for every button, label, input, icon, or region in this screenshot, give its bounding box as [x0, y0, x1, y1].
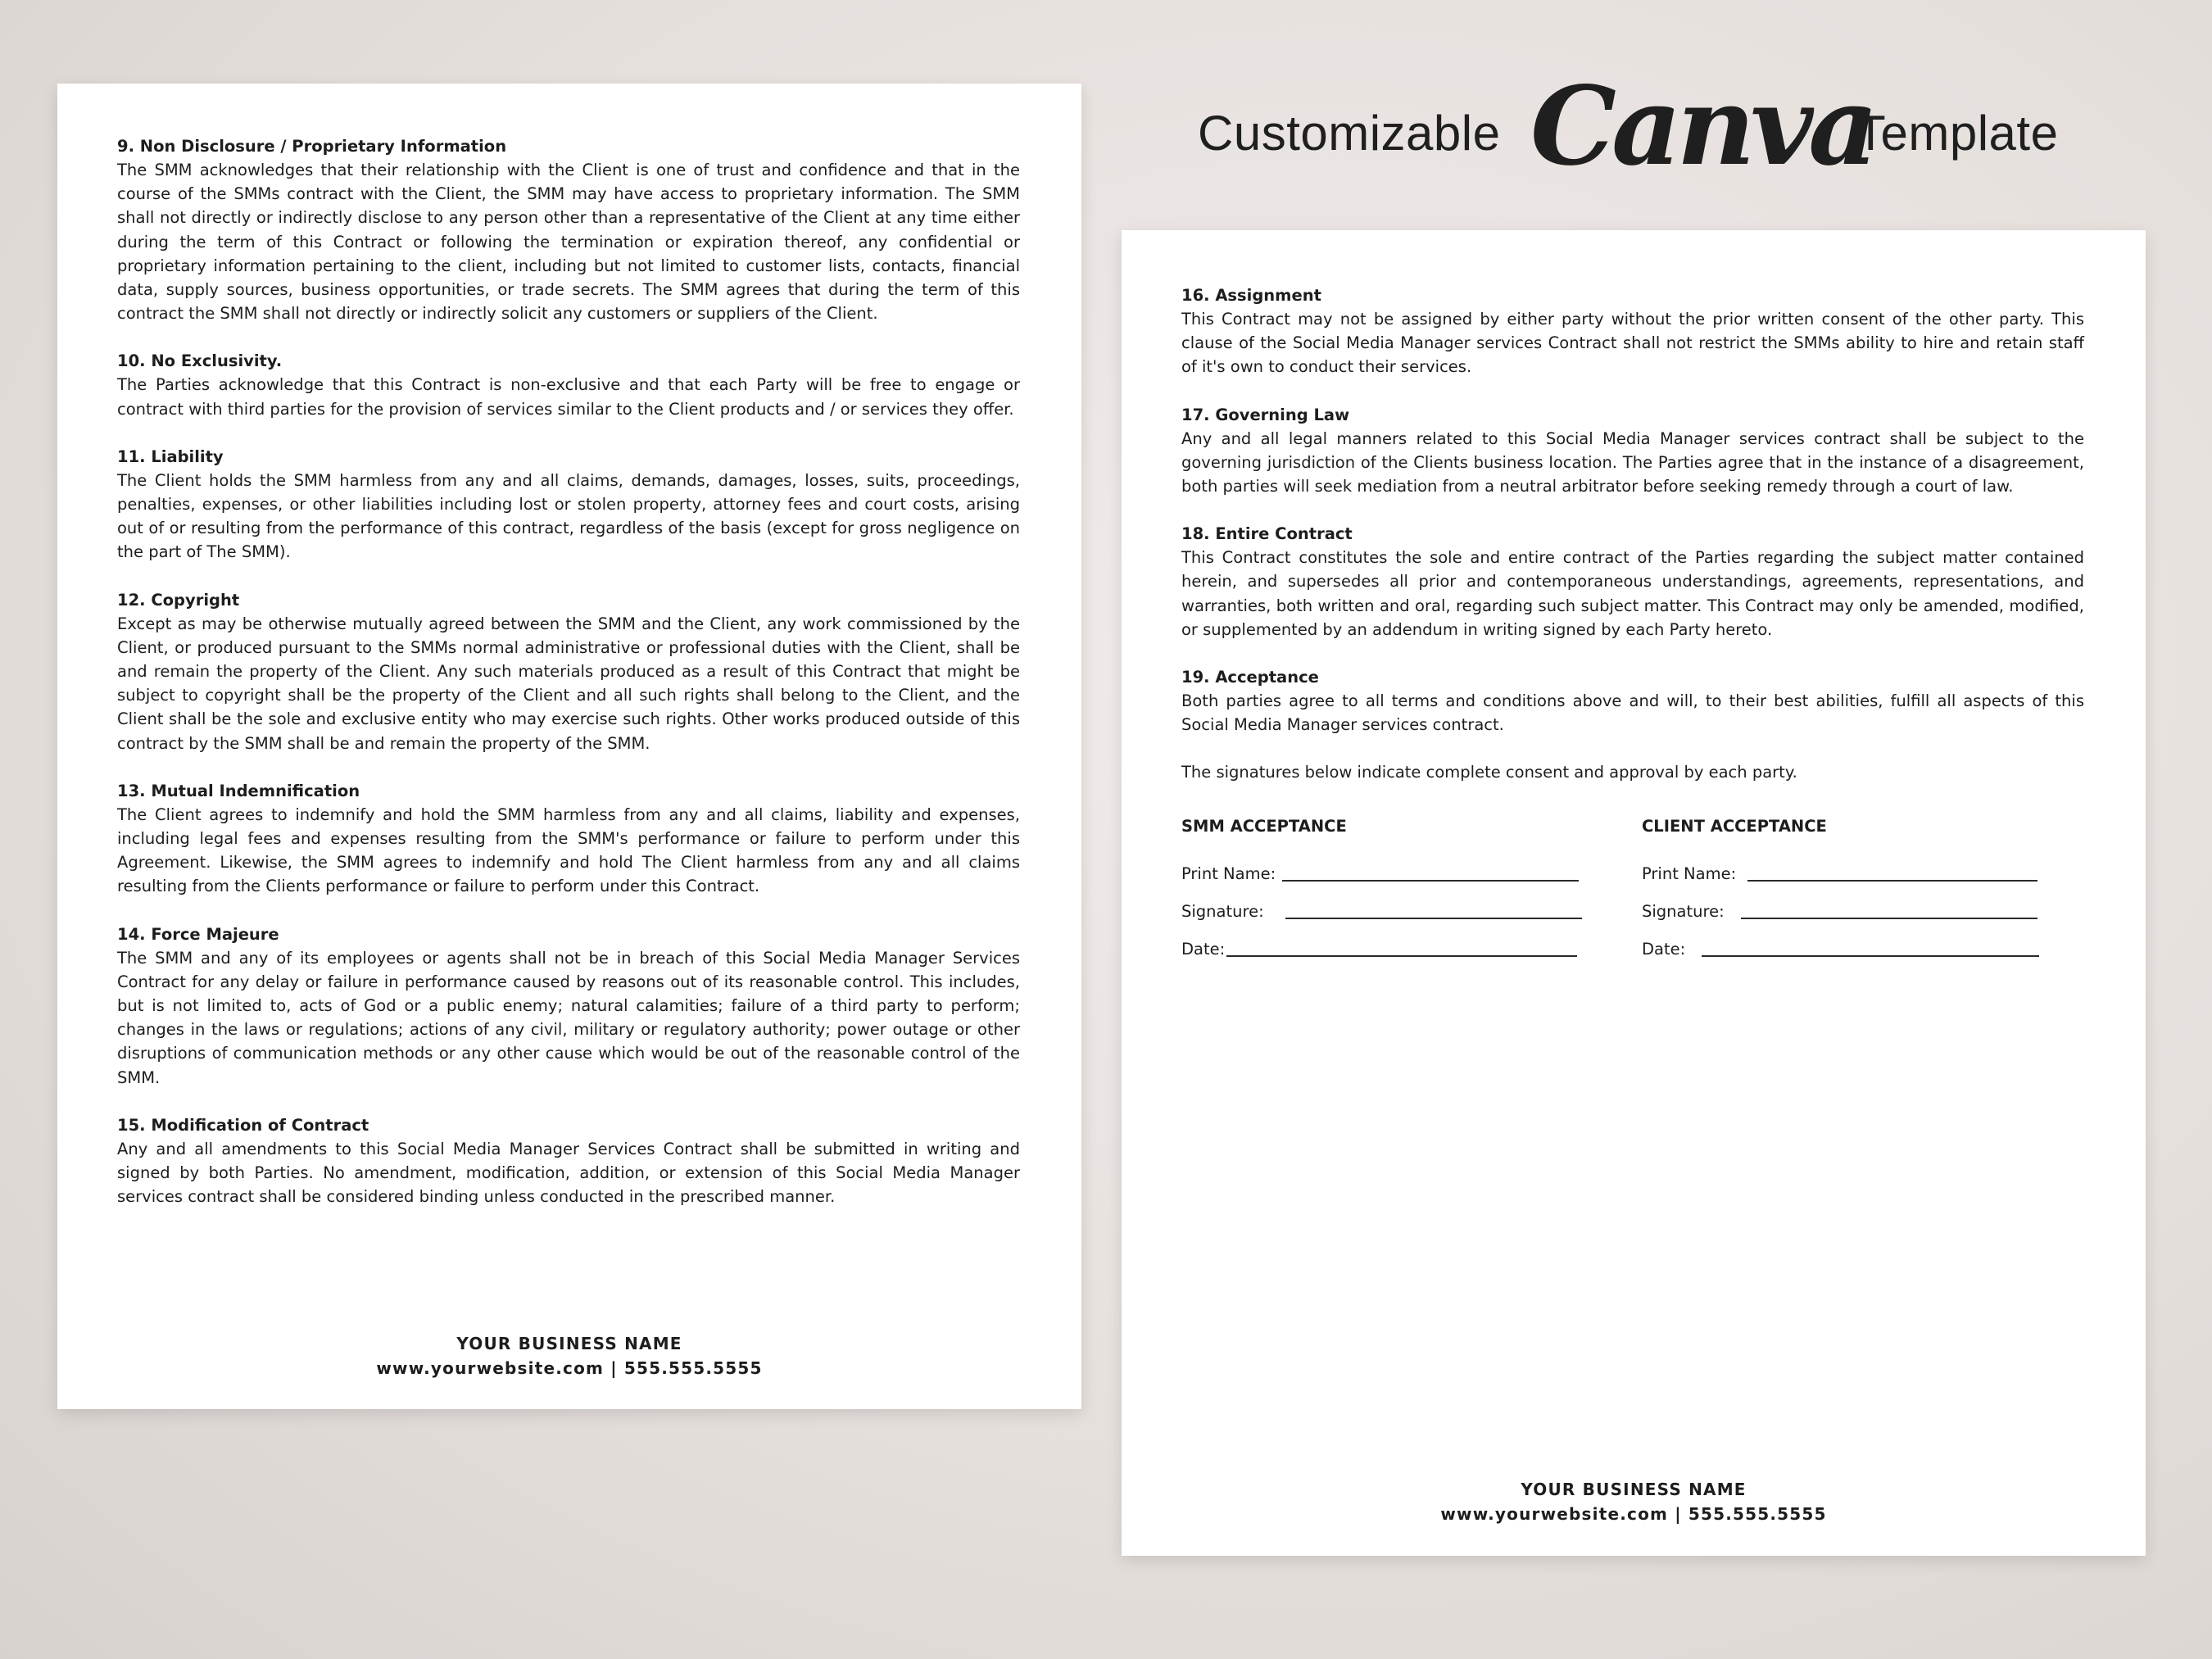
client-date-line[interactable]	[1702, 937, 2039, 957]
client-date-field[interactable]	[1642, 924, 2068, 962]
section-title: 17. Governing Law	[1181, 405, 1350, 424]
smm-print-name-line[interactable]	[1282, 862, 1579, 882]
smm-signature-line[interactable]	[1285, 900, 1582, 919]
client-acceptance-title: CLIENT ACCEPTANCE	[1642, 816, 1827, 836]
canva-wordmark	[1527, 63, 1874, 190]
section-title: 16. Assignment	[1181, 286, 1321, 305]
field-label: Date:	[1642, 939, 1686, 959]
section-acceptance	[1181, 665, 2084, 737]
page-left-content	[117, 134, 1020, 1233]
field-label: Print Name:	[1642, 863, 1737, 883]
section-body: The Client agrees to indemnify and hold the SMM harmless from any and all claims, liability and expenses, including legal fees and expenses resulting from the SMM's performance or failure to perform under this Agreement. Likewise, the SMM agrees to indemnify and hold The Client harmless from any and all claims resulting from the Clients performance or failure to perform under this Contract.	[117, 805, 1020, 896]
client-print-name-line[interactable]	[1747, 862, 2037, 882]
section-body: This Contract may not be assigned by either party without the prior written consent of the other party. This clause of the Social Media Manager services Contract shall not restrict the SMMs ability to hire and retain staff of it's own to conduct their services.	[1181, 310, 2084, 377]
client-signature-field[interactable]	[1642, 886, 2068, 924]
business-name: YOUR BUSINESS NAME	[1521, 1480, 1747, 1499]
section-title: 19. Acceptance	[1181, 668, 1319, 687]
smm-date-field[interactable]	[1181, 924, 1607, 962]
section-body: The SMM and any of its employees or agents shall not be in breach of this Social Media Manager Services Contract for any delay or failure in performance caused by reasons out of its reasonable control. This includes, but is not limited to, acts of God or a public enemy; natural calamities; failure of a third party to perform; changes in the laws or regulations; actions of any civil, military or regulatory authority; power outage or other disruptions of communication methods or any other cause which would be out of the reasonable control of the SMM.	[117, 948, 1020, 1087]
client-signature-line[interactable]	[1741, 900, 2037, 919]
field-label: Date:	[1181, 939, 1226, 959]
page-footer	[57, 1331, 1081, 1380]
business-contact: www.yourwebsite.com | 555.555.5555	[376, 1358, 763, 1378]
smm-date-line[interactable]	[1226, 937, 1577, 957]
section-title: 10. No Exclusivity.	[117, 351, 283, 371]
section-body: The SMM acknowledges that their relationship with the Client is one of trust and confidence and that in the course of the SMMs contract with the Client, the SMM may have access to proprietary information. The SMM shall not directly or indirectly disclose to any person other than a representative of the Client at any time either during the term of this Contract or following the termination or expiration thereof, any confidential or proprietary information pertaining to the client, including but not limited to customer lists, contacts, financial data, supply sources, business opportunities, or trade secrets. The SMM agrees that during the term of this contract the SMM shall not directly or indirectly solicit any customers or suppliers of the Client.	[117, 161, 1020, 324]
section-body: Both parties agree to all terms and conditions above and will, to their best abilities, fulfill all aspects of this Social Media Manager services contract.	[1181, 691, 2084, 735]
section-liability	[117, 445, 1020, 564]
section-body: The Parties acknowledge that this Contract is non-exclusive and that each Party will be free to engage or contract with third parties for the provision of services similar to the Client products and / or services they offer.	[117, 375, 1020, 419]
section-assignment	[1181, 283, 2084, 379]
section-no-exclusivity	[117, 349, 1020, 420]
smm-signature-field[interactable]	[1181, 886, 1607, 924]
section-title: 11. Liability	[117, 446, 224, 466]
page-right-content	[1181, 283, 2084, 959]
section-mutual-indemnification	[117, 779, 1020, 899]
field-label: Signature:	[1642, 901, 1725, 921]
heading-suffix: Template	[1856, 106, 2059, 161]
canva-brand-text: Canva	[1530, 63, 1874, 190]
smm-print-name-field[interactable]	[1181, 849, 1607, 886]
smm-acceptance	[1181, 814, 1607, 962]
section-body: Any and all legal manners related to this Social Media Manager services contract shall be subject to the governing jurisdiction of the Clients business location. The Parties agree that in the instance of a disagreement, both parties will seek mediation from a neutral arbitrator before seeking remedy through a court of law.	[1181, 428, 2084, 496]
template-heading	[1198, 63, 2074, 190]
section-title: 15. Modification of Contract	[117, 1115, 369, 1135]
page-footer	[1122, 1477, 2146, 1526]
section-governing-law	[1181, 403, 2084, 499]
business-contact: www.yourwebsite.com | 555.555.5555	[1440, 1504, 1827, 1524]
contract-page-right	[1122, 230, 2146, 1556]
consent-note: The signatures below indicate complete consent and approval by each party.	[1181, 763, 1797, 782]
client-print-name-field[interactable]	[1642, 849, 2068, 886]
business-name: YOUR BUSINESS NAME	[456, 1334, 682, 1353]
section-title: 14. Force Majeure	[117, 924, 279, 944]
section-title: 13. Mutual Indemnification	[117, 781, 360, 800]
contract-page-left	[57, 84, 1081, 1409]
section-title: 18. Entire Contract	[1181, 524, 1353, 544]
section-body: Except as may be otherwise mutually agreed between the SMM and the Client, any work commissioned by the Client, or produced pursuant to the SMMs normal administrative or professional duties with the Client, shall be and remain the property of the Client. Any such materials produced as a result of this Contract that might be subject to copyright shall be the property of the Client and all such rights shall belong to the Client, and the Client shall be the sole and exclusive entity who may exercise such rights. Other works produced outside of this contract by the SMM shall be and remain the property of the SMM.	[117, 614, 1020, 753]
section-modification	[117, 1113, 1020, 1209]
acceptance-block	[1181, 814, 2084, 959]
section-non-disclosure	[117, 134, 1020, 325]
section-title: 12. Copyright	[117, 590, 240, 610]
field-label: Signature:	[1181, 901, 1264, 921]
smm-acceptance-title: SMM ACCEPTANCE	[1181, 816, 1347, 836]
section-body: This Contract constitutes the sole and entire contract of the Parties regarding the subject matter contained herein, and supersedes all prior and contemporaneous understandings, agreements, representations, and warranties, both written and oral, regarding such subject matter. This Contract may only be amended, modified, or supplemented by an addendum in writing signed by each Party hereto.	[1181, 548, 2084, 639]
field-label: Print Name:	[1181, 863, 1276, 883]
section-entire-contract	[1181, 522, 2084, 641]
section-force-majeure	[117, 922, 1020, 1090]
section-body: The Client holds the SMM harmless from any and all claims, demands, damages, losses, suits, proceedings, penalties, expenses, or other liabilities including lost or stolen property, attorney fees and court costs, arising out of or resulting from the performance of this contract, regardless of the basis (except for gross negligence on the part of The SMM).	[117, 470, 1020, 562]
section-body: Any and all amendments to this Social Media Manager Services Contract shall be submitted in writing and signed by both Parties. No amendment, modification, addition, or extension of this Social Media Manager services contract shall be considered binding unless conducted in the prescribed manner.	[117, 1139, 1020, 1207]
client-acceptance	[1642, 814, 2068, 962]
section-copyright	[117, 588, 1020, 755]
heading-prefix: Customizable	[1198, 106, 1501, 161]
section-title: 9. Non Disclosure / Proprietary Information	[117, 137, 507, 156]
